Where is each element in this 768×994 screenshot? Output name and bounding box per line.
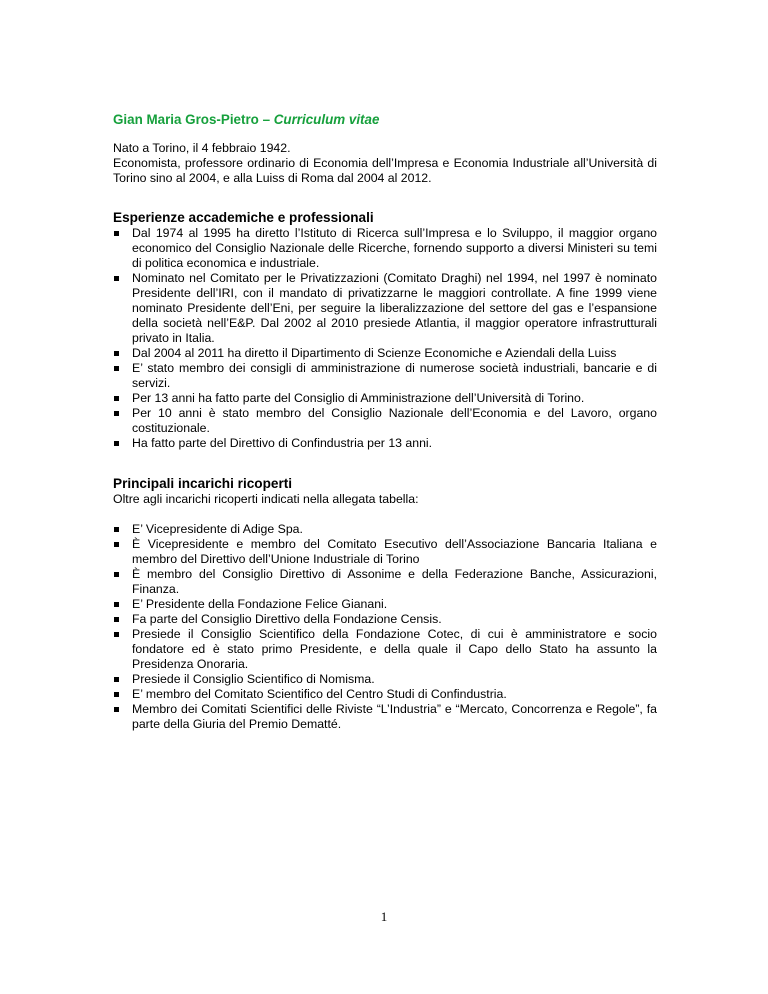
roles-section	[113, 476, 657, 732]
bullet-icon	[114, 441, 119, 446]
roles-heading: Principali incarichi ricoperti	[113, 476, 293, 491]
list-item-text: Membro dei Comitati Scientifici delle Riviste “L’Industria” e “Mercato, Concorrenza e Regole”, fa parte della Giuria del Premio Dematté.	[132, 702, 657, 731]
bullet-icon	[114, 692, 119, 697]
intro-birth: Nato a Torino, il 4 febbraio 1942.	[113, 141, 291, 155]
bullet-icon	[114, 677, 119, 682]
title-italic: Curriculum vitae	[273, 112, 380, 127]
bullet-icon	[114, 527, 119, 532]
list-item	[113, 597, 657, 612]
list-item	[113, 391, 657, 406]
bullet-icon	[114, 707, 119, 712]
list-item	[113, 346, 657, 361]
list-item-text: Per 10 anni è stato membro del Consiglio Nazionale dell’Economia e del Lavoro, organo costituzionale.	[132, 406, 657, 435]
list-item-text: Nominato nel Comitato per le Privatizzazioni (Comitato Draghi) nel 1994, nel 1997 è nominato Presidente dell’IRI, con il mandato di privatizzarne le maggiori controllate. A fine 1999 viene nominato Presidente dell’Eni, per seguire la liberalizzazione del settore del gas e l’espansione della società nell’E&P. Dal 2002 al 2010 presiede Atlantia, il maggior operatore infrastrutturali privato in Italia.	[132, 271, 657, 345]
bullet-icon	[114, 351, 119, 356]
list-item	[113, 361, 657, 391]
list-item-text: È Vicepresidente e membro del Comitato Esecutivo dell’Associazione Bancaria Italiana e membro del Direttivo dell’Unione Industriale di Torino	[132, 537, 657, 566]
list-item-text: Fa parte del Consiglio Direttivo della Fondazione Censis.	[132, 612, 442, 626]
list-item	[113, 522, 657, 537]
list-item	[113, 687, 657, 702]
bullet-icon	[114, 276, 119, 281]
bullet-icon	[114, 396, 119, 401]
list-item-text: E’ Vicepresidente di Adige Spa.	[132, 522, 303, 536]
title-name: Gian Maria Gros-Pietro –	[113, 112, 274, 127]
list-item-text: Presiede il Consiglio Scientifico della Fondazione Cotec, di cui è amministratore e socio fondatore ed è stato primo Presidente, e della quale il Capo dello Stato ha assunto la Presidenza Onoraria.	[132, 627, 657, 671]
experience-heading: Esperienze accademiche e professionali	[113, 210, 374, 225]
list-item-text: Presiede il Consiglio Scientifico di Nomisma.	[132, 672, 375, 686]
list-item	[113, 567, 657, 597]
list-item-text: E’ stato membro dei consigli di amministrazione di numerose società industriali, bancarie e di servizi.	[132, 361, 657, 390]
list-item	[113, 271, 657, 346]
bullet-icon	[114, 602, 119, 607]
list-item-text: È membro del Consiglio Direttivo di Assonime e della Federazione Banche, Assicurazioni, Finanza.	[132, 567, 657, 596]
bullet-icon	[114, 632, 119, 637]
bullet-icon	[114, 231, 119, 236]
roles-subheading: Oltre agli incarichi ricoperti indicati nella allegata tabella:	[113, 492, 419, 506]
list-item	[113, 537, 657, 567]
list-item-text: Dal 1974 al 1995 ha diretto l’Istituto di Ricerca sull’Impresa e lo Sviluppo, il maggior organo economico del Consiglio Nazionale delle Ricerche, fornendo supporto a diversi Ministeri su temi di politica economica e industriale.	[132, 226, 657, 270]
list-item	[113, 627, 657, 672]
list-item	[113, 436, 657, 451]
list-item	[113, 672, 657, 687]
list-item-text: E’ membro del Comitato Scientifico del Centro Studi di Confindustria.	[132, 687, 507, 701]
list-item	[113, 226, 657, 271]
list-item-text: Dal 2004 al 2011 ha diretto il Dipartimento di Scienze Economiche e Aziendali della Luiss	[132, 346, 617, 360]
list-item-text: Ha fatto parte del Direttivo di Confindustria per 13 anni.	[132, 436, 433, 450]
list-item	[113, 702, 657, 732]
bullet-icon	[114, 366, 119, 371]
experience-section	[113, 210, 657, 451]
list-item	[113, 612, 657, 627]
document-page	[113, 112, 657, 732]
list-item-text: E’ Presidente della Fondazione Felice Gianani.	[132, 597, 388, 611]
bullet-icon	[114, 411, 119, 416]
page-number: 1	[380, 909, 388, 924]
document-title	[113, 112, 657, 128]
intro-block	[113, 141, 657, 186]
list-item	[113, 406, 657, 436]
bullet-icon	[114, 617, 119, 622]
bullet-icon	[114, 542, 119, 547]
experience-list	[113, 226, 657, 451]
intro-profession: Economista, professore ordinario di Economia dell’Impresa e Economia Industriale all’Università di Torino sino al 2004, e alla Luiss di Roma dal 2004 al 2012.	[113, 156, 657, 185]
roles-list	[113, 522, 657, 732]
bullet-icon	[114, 572, 119, 577]
list-item-text: Per 13 anni ha fatto parte del Consiglio di Amministrazione dell’Università di Torino.	[132, 391, 585, 405]
